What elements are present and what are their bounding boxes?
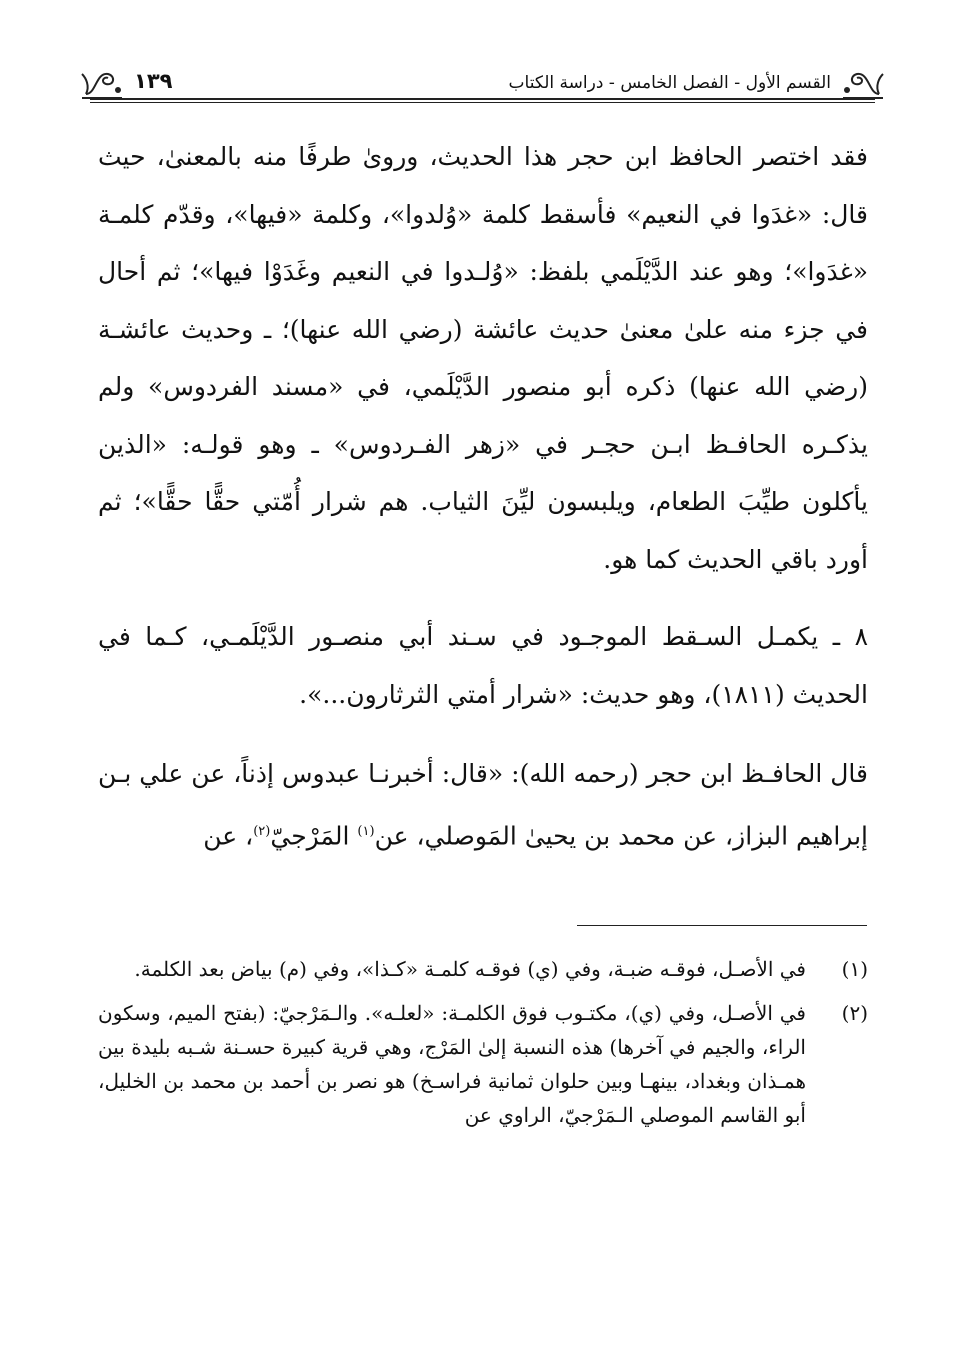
header-rule: [90, 98, 875, 100]
footnote-ref-2: (٢): [253, 823, 271, 839]
footnote-separator: [577, 925, 867, 926]
footnote-number: (٢): [841, 1001, 868, 1025]
running-header-title: القسم الأول - الفصل الخامس - دراسة الكتاب: [508, 73, 831, 93]
paragraph-2: ٨ ـ يكمـل السـقط الموجـود في سـند أبي منصـور الدَّيْلَمـي، كـما في الحديث (١٨١١)، وهو حديث: «شرار أمتي الثرثارون...».: [98, 622, 868, 709]
paragraph-3: [98, 745, 868, 864]
paragraph-1: فقد اختصر الحافظ ابن حجر هذا الحديث، وروىٰ طرفًا منه بالمعنىٰ، حيث قال: «غدَوا في النعيم» فأسقط كلمة «وُلدوا»، وكلمة «فيها»، وقدّم كلمـة «غدَوا»؛ وهو عند الدَّيْلَمي بلفظ: «وُلـدوا في النعيم وغَدَوْا فيها»؛ ثم أحال في جزء منه علىٰ معنىٰ حديث عائشة (رضي الله عنها)؛ ـ وحديث عائشـة (رضي الله عنها) ذكره أبو منصور الدَّيْلَمي، في «مسند الفردوس» ولم يذكـره الحافـظ ابـن حجـر في «زهر الفـردوس» ـ وهو قولـه: «الذين يأكلون طيِّبَ الطعام، ويلبسون ليِّنَ الثياب. هم شرار أُمّتي حقًّا حقًّا»؛ ثم أورد باقي الحديث كما هو.: [98, 142, 868, 574]
footnote-text: في الأصـل، فوقـه ضبـة، وفي (ي) فوقـه كلمـة «كـذا»، وفي (م) بياض بعد الكلمة.: [134, 957, 806, 981]
main-text: [98, 128, 868, 886]
paragraph-3-text-c: ، عن: [203, 820, 254, 850]
footnote-ref-1: (١): [357, 823, 375, 839]
ornament-left-icon: [80, 64, 126, 100]
footnote-1: [98, 952, 868, 986]
footnote-text: في الأصـل، وفي (ي)، مكتـوب فوق الكلمـة: «لعلـه». والـمَرْجيّ: (بفتح الميم، وسكون الراء، والجيم في آخرها) هذه النسبة إلىٰ المَرْج، وهي قرية كبيرة حسـنة شـبه بليدة بين همـذان وبغداد، بينهـا وبين حلوان ثمانية فراسـخ) هو نصر بن أحمد بن محمد بن الخليل، أبو القاسم الموصلي الـمَرْجيّ، الراوي عن: [98, 1001, 806, 1127]
footnote-number: (١): [841, 957, 868, 981]
paragraph-3-text-b: المَرْجيّ: [270, 820, 358, 850]
page-header: [90, 60, 875, 104]
footnote-2: [98, 996, 868, 1132]
page-number: ١٣٩: [134, 69, 173, 93]
paragraph-3-text-a: قال الحافـظ ابن حجر (رحمه الله): «قال: أخبرنـا عبدوس إذناً، عن علي بـن إبراهيم البزاز، عن محمد بن يحيىٰ المَوصلي، عن: [98, 759, 868, 850]
footnotes: [98, 952, 868, 1142]
ornament-right-icon: [839, 64, 885, 100]
header-rule-thin: [90, 102, 875, 103]
